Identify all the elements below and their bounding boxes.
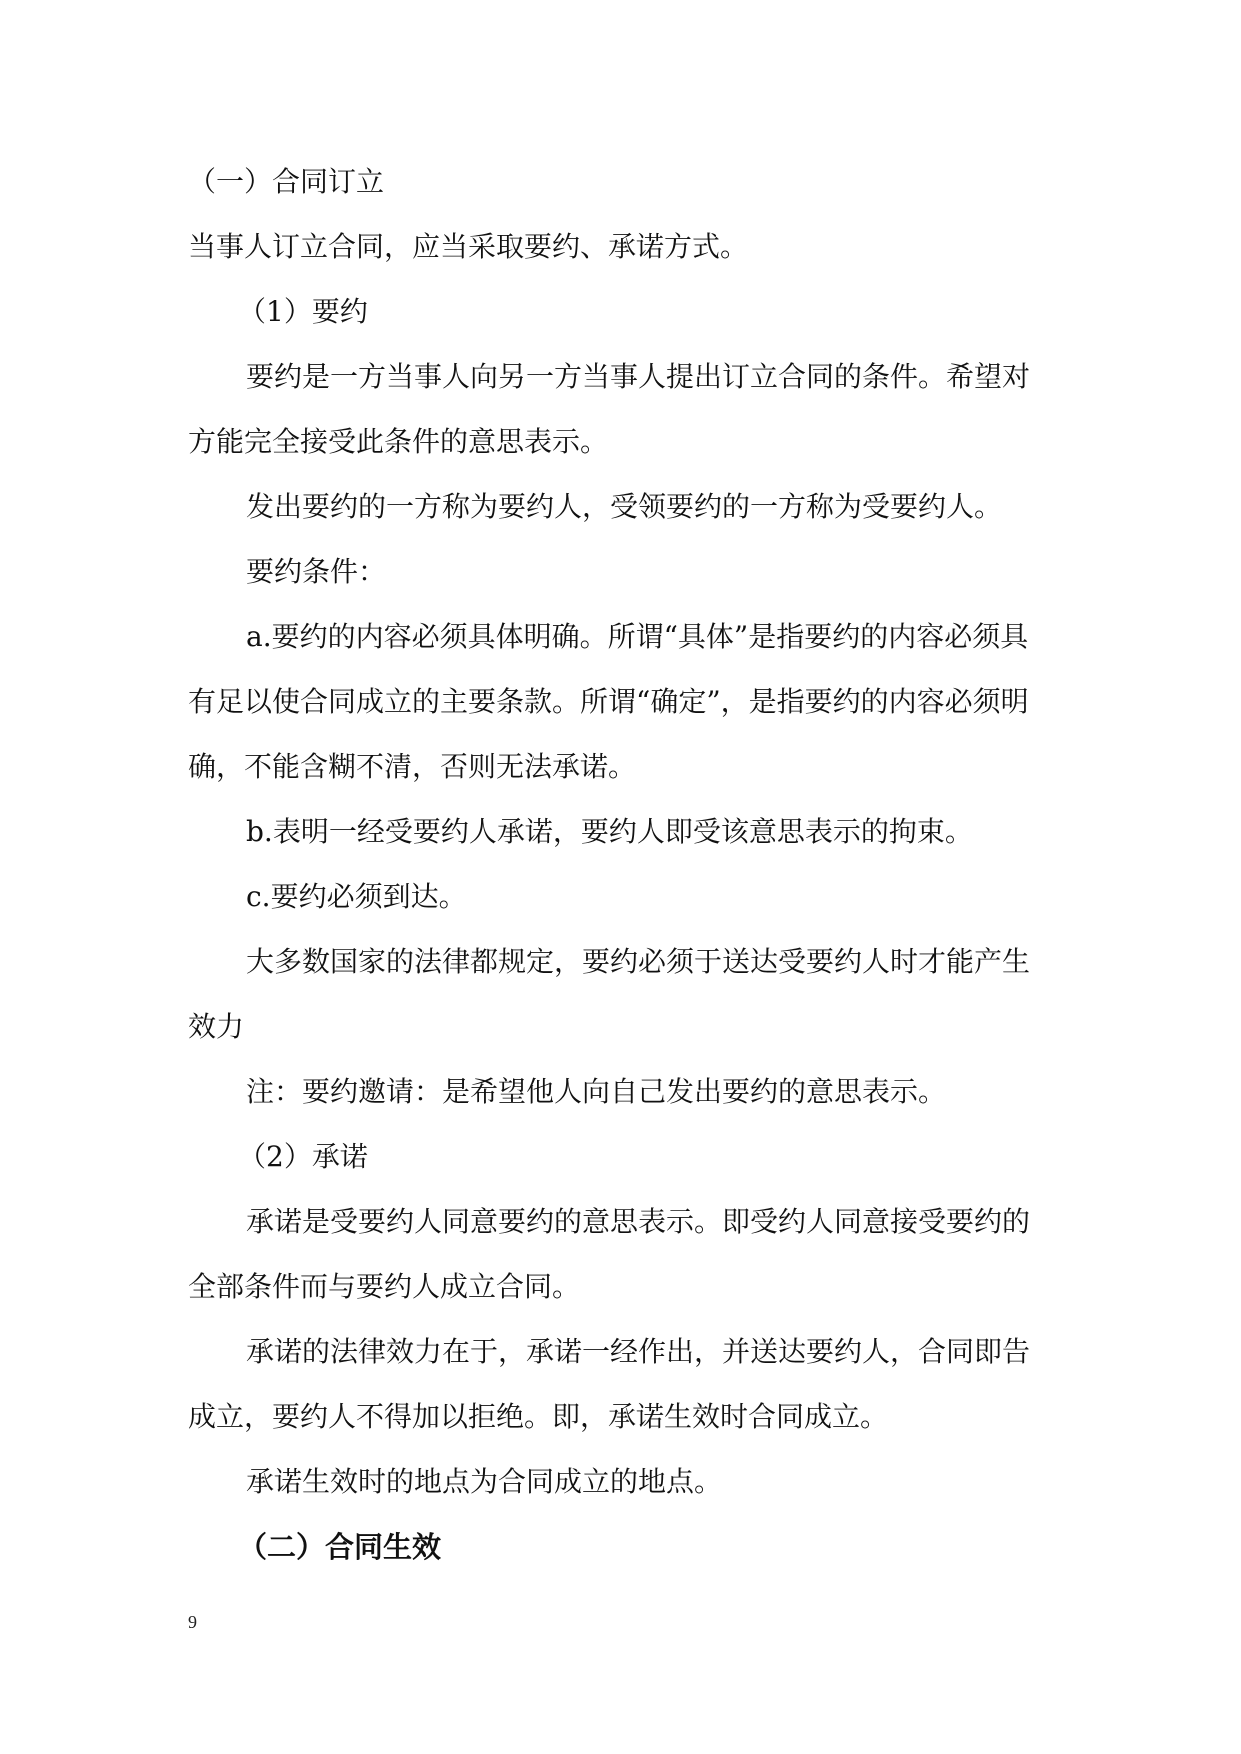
- paragraph-line: 当事人订立合同，应当采取要约、承诺方式。: [188, 230, 749, 263]
- paragraph-line: 有足以使合同成立的主要条款。所谓“确定”，是指要约的内容必须明: [188, 685, 1029, 718]
- paragraph-line: 发出要约的一方称为要约人，受领要约的一方称为受要约人。: [246, 490, 1003, 523]
- paragraph-line: 要约是一方当事人向另一方当事人提出订立合同的条件。希望对: [246, 360, 1031, 393]
- paragraph-line: 大多数国家的法律都规定，要约必须于送达受要约人时才能产生: [246, 945, 1031, 978]
- paragraph-line: 方能完全接受此条件的意思表示。: [188, 425, 609, 458]
- section-heading-contract-formation: （一）合同订立: [188, 165, 385, 198]
- paragraph-line: 注：要约邀请：是希望他人向自己发出要约的意思表示。: [246, 1075, 947, 1108]
- paragraph-line: a.要约的内容必须具体明确。所谓“具体”是指要约的内容必须具: [246, 620, 1029, 653]
- paragraph-line: 效力: [188, 1010, 245, 1043]
- paragraph-line: 全部条件而与要约人成立合同。: [188, 1270, 581, 1303]
- paragraph-line: 成立，要约人不得加以拒绝。即，承诺生效时合同成立。: [188, 1400, 889, 1433]
- paragraph-line: b.表明一经受要约人承诺，要约人即受该意思表示的拘束。: [246, 815, 973, 848]
- paragraph-line: 承诺是受要约人同意要约的意思表示。即受约人同意接受要约的: [246, 1205, 1031, 1238]
- paragraph-line: 承诺生效时的地点为合同成立的地点。: [246, 1465, 723, 1498]
- paragraph-line: 要约条件：: [246, 555, 387, 588]
- subheading-acceptance: （2）承诺: [238, 1140, 368, 1173]
- section-heading-contract-effectiveness: （二）合同生效: [238, 1530, 442, 1564]
- page-number: 9: [188, 1612, 197, 1632]
- paragraph-line: c.要约必须到达。: [246, 880, 467, 913]
- paragraph-line: 确，不能含糊不清，否则无法承诺。: [188, 750, 637, 783]
- subheading-offer: （1）要约: [238, 295, 368, 328]
- paragraph-line: 承诺的法律效力在于，承诺一经作出，并送达要约人，合同即告: [246, 1335, 1031, 1368]
